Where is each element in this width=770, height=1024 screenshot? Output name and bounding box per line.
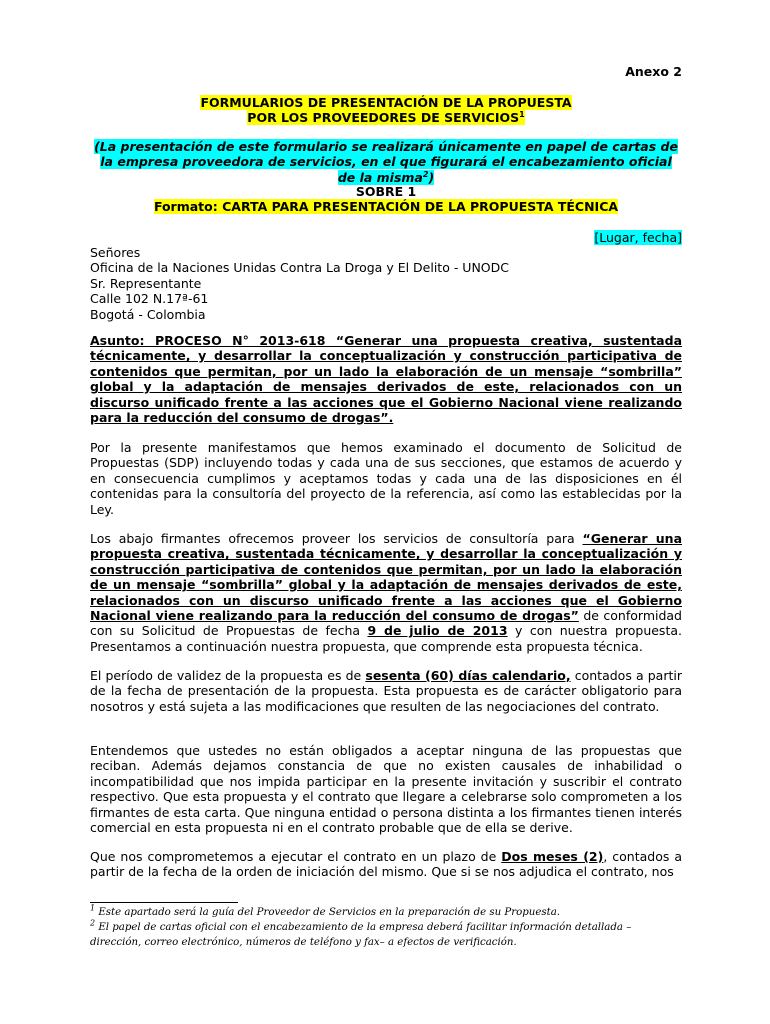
footnote-1-ref: 1 — [90, 903, 96, 913]
footnote-2-ref: 2 — [90, 918, 96, 928]
offer-tail: y con nuestra propuesta. Presentamos a continuación nuestra propuesta, que comprende esta propuesta técnica. — [90, 623, 682, 654]
format-heading — [90, 199, 682, 214]
subject-line: Asunto: PROCESO N° 2013-618 “Generar una propuesta creativa, sustentada técnicamente, y desarrollar la conceptualización y construcción participativa de contenidos que permitan, por un lado la elaboración de un mensaje “sombrilla” global y la adaptación de mensajes derivados de este, relacionados con un discurso unificado frente a las acciones que el Gobierno Nacional viene realizando para la reducción del consumo de drogas”. — [90, 333, 682, 426]
paragraph-understanding: Entendemos que ustedes no están obligados a aceptar ninguna de las propuestas que reciban. Además dejamos constancia de que no existen causales de inhabilidad o incompatibilidad que nos impida participar en la presente invitación y suscribir el contrato respectivo. Que esta propuesta y el contrato que llegare a celebrarse solo comprometen a los firmantes de esta carta. Que ninguna entidad o persona distinta a los firmantes tienen interés comercial en esta propuesta ni en el contrato probable que de ella se derive. — [90, 743, 682, 836]
intro-note — [90, 139, 682, 185]
validity-period: sesenta (60) días calendario, — [365, 668, 571, 683]
place-date — [594, 230, 682, 245]
term-tail: , contados a partir de la fecha de la orden de iniciación del mismo. Que si se nos adjudica el contrato, nos — [90, 849, 682, 880]
term-lead: Que nos comprometemos a ejecutar el contrato en un plazo de — [90, 849, 502, 864]
offer-lead: Los abajo firmantes ofrecemos proveer los servicios de consultoría para — [90, 531, 583, 546]
validity-lead: El período de validez de la propuesta es de — [90, 668, 366, 683]
offer-mid: de conformidad con su Solicitud de Propuestas de fecha — [90, 608, 682, 639]
place-date-text: [Lugar, fecha] — [594, 230, 682, 245]
footnote-2 — [90, 920, 682, 950]
paragraph-acceptance: Por la presente manifestamos que hemos examinado el documento de Solicitud de Propuestas (SDP) incluyendo todas y cada una de sus secciones, que estamos de acuerdo y en consecuencia cumplimos y aceptamos todas y cada una de las disposiciones en él contenidas para la consultoría del proyecto de la referencia, así como las establecidas por la Ley. — [90, 440, 682, 517]
form-title — [90, 95, 682, 126]
offer-project-name: “Generar una propuesta creativa, sustentada técnicamente, y desarrollar la conceptualización y construcción participativa de contenidos que permitan, por un lado la elaboración de un mensaje “sombrilla” global y la adaptación de mensajes derivados de este, relacionados con un discurso unificado frente a las acciones que el Gobierno Nacional viene realizando para la reducción del consumo de drogas” — [90, 531, 683, 624]
term-duration: Dos meses (2) — [501, 849, 604, 864]
format-heading-text: Formato: CARTA PARA PRESENTACIÓN DE LA PROPUESTA TÉCNICA — [153, 199, 619, 214]
title-line-1: FORMULARIOS DE PRESENTACIÓN DE LA PROPUESTA — [200, 95, 572, 110]
intro-note-text: (La presentación de este formulario se realizará únicamente en papel de cartas de la empresa proveedora de servicios, en el que figurará el encabezamiento oficial de la misma — [94, 139, 678, 185]
validity-tail: contados a partir de la fecha de presentación de la propuesta. Esta propuesta es de carácter obligatorio para nosotros y está sujeta a las modificaciones que resulten de las negociaciones del contrato. — [90, 668, 682, 714]
intro-note-close: ) — [428, 169, 435, 185]
footnote-2-text: El papel de cartas oficial con el encabezamiento de la empresa deberá facilitar información detallada –dirección, correo electrónico, números de teléfono y fax– a efectos de verificación. — [90, 922, 632, 948]
paragraph-term — [90, 849, 682, 880]
addressee-salutation: Señores — [90, 245, 141, 260]
addressee-block — [90, 245, 682, 322]
envelope-label: SOBRE 1 — [355, 184, 417, 199]
addressee-street: Calle 102 N.17ª-61 — [90, 291, 209, 307]
addressee-city: Bogotá - Colombia — [90, 306, 206, 322]
footnote-ref-1: 1 — [519, 110, 525, 120]
footnote-separator — [90, 902, 238, 903]
footnote-1 — [90, 905, 682, 920]
addressee-representative: Sr. Representante — [90, 275, 202, 291]
annex-label: Anexo 2 — [625, 64, 682, 79]
paragraph-offer — [90, 531, 682, 654]
footnotes — [90, 905, 682, 950]
addressee-office: Oficina de la Naciones Unidas Contra La Droga y El Delito - UNODC — [90, 260, 509, 276]
footnote-1-text: Este apartado será la guía del Proveedor de Servicios en la preparación de su Propuesta. — [95, 907, 561, 918]
title-line-2-text: POR LOS PROVEEDORES DE SERVICIOS — [247, 110, 520, 126]
footnote-ref-2: 2 — [422, 169, 429, 179]
paragraph-validity — [90, 668, 682, 714]
offer-date: 9 de julio de 2013 — [367, 623, 508, 639]
title-line-2 — [247, 110, 524, 125]
intro-note-highlight — [94, 139, 678, 185]
